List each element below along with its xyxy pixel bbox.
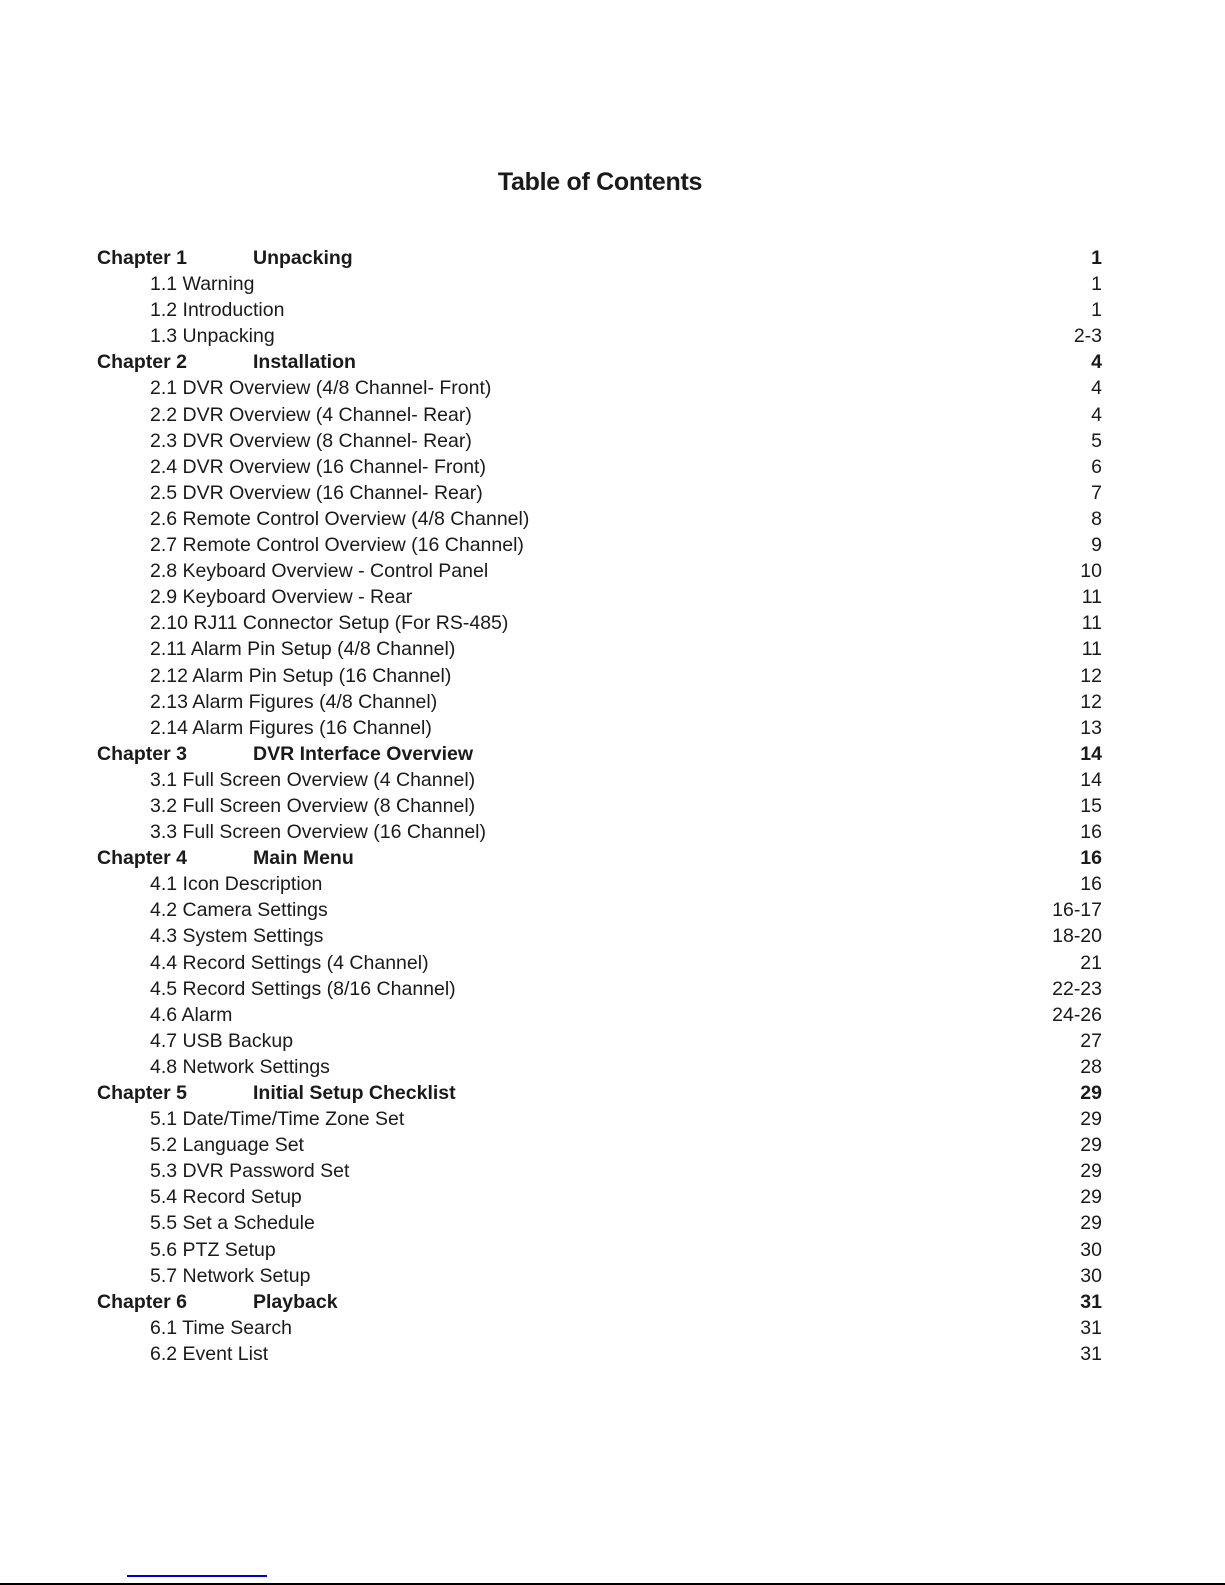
section-title: 1.2 Introduction	[150, 299, 285, 322]
section-page-number: 14	[1080, 768, 1102, 791]
section-title: 4.8 Network Settings	[150, 1055, 330, 1078]
toc-section-row[interactable]	[97, 923, 1102, 949]
section-page-number: 7	[1091, 481, 1102, 504]
section-page-number: 24-26	[1052, 1003, 1102, 1026]
section-page-number: 16	[1080, 821, 1102, 844]
toc-section-row[interactable]	[97, 480, 1102, 506]
toc-section-row[interactable]	[97, 1341, 1102, 1367]
chapter-label: Chapter 2	[97, 351, 187, 374]
section-title: 2.5 DVR Overview (16 Channel- Rear)	[150, 481, 483, 504]
section-title: 5.4 Record Setup	[150, 1186, 302, 1209]
section-page-number: 2-3	[1073, 325, 1102, 348]
toc-section-row[interactable]	[97, 767, 1102, 793]
section-title: 5.5 Set a Schedule	[150, 1212, 315, 1235]
section-title: 4.1 Icon Description	[150, 873, 323, 896]
toc-section-row[interactable]	[97, 871, 1102, 897]
toc-section-row[interactable]	[97, 271, 1102, 297]
section-title: 2.7 Remote Control Overview (16 Channel)	[150, 534, 524, 557]
section-title: 5.7 Network Setup	[150, 1264, 311, 1287]
toc-section-row[interactable]	[97, 793, 1102, 819]
section-page-number: 30	[1080, 1264, 1102, 1287]
section-title: 4.5 Record Settings (8/16 Channel)	[150, 977, 456, 1000]
section-page-number: 28	[1080, 1055, 1102, 1078]
section-title: 2.13 Alarm Figures (4/8 Channel)	[150, 690, 438, 713]
chapter-title: Unpacking	[253, 247, 353, 269]
section-page-number: 9	[1091, 534, 1102, 557]
chapter-label: Chapter 6	[97, 1290, 187, 1313]
toc-section-row[interactable]	[97, 1002, 1102, 1028]
chapter-label: Chapter 5	[97, 1082, 187, 1104]
section-page-number: 29	[1080, 1186, 1102, 1209]
section-title: 3.2 Full Screen Overview (8 Channel)	[150, 794, 476, 817]
section-title: 2.3 DVR Overview (8 Channel- Rear)	[150, 429, 472, 452]
chapter-page-number: 4	[1091, 351, 1102, 374]
toc-section-row[interactable]	[97, 819, 1102, 845]
section-title: 4.6 Alarm	[150, 1003, 233, 1026]
chapter-title: Installation	[253, 351, 356, 374]
section-page-number: 12	[1080, 664, 1102, 687]
chapter-page-number: 1	[1091, 247, 1102, 269]
section-page-number: 16	[1080, 873, 1102, 896]
chapter-page-number: 29	[1080, 1082, 1102, 1104]
section-page-number: 30	[1080, 1238, 1102, 1261]
toc-section-row[interactable]	[97, 584, 1102, 610]
section-title: 4.4 Record Settings (4 Channel)	[150, 951, 429, 974]
section-title: 1.1 Warning	[150, 273, 255, 296]
toc-section-row[interactable]	[97, 1210, 1102, 1236]
section-page-number: 27	[1080, 1029, 1102, 1052]
toc-section-row[interactable]	[97, 506, 1102, 532]
section-page-number: 8	[1091, 507, 1102, 530]
toc-section-row[interactable]	[97, 297, 1102, 323]
section-page-number: 16-17	[1052, 899, 1102, 922]
section-page-number: 22-23	[1052, 977, 1102, 1000]
section-page-number: 31	[1080, 1342, 1102, 1365]
section-title: 1.3 Unpacking	[150, 325, 275, 348]
toc-chapter-row[interactable]	[97, 1080, 1102, 1106]
toc-section-row[interactable]	[97, 636, 1102, 662]
section-title: 5.6 PTZ Setup	[150, 1238, 276, 1261]
toc-chapter-row[interactable]	[97, 245, 1102, 271]
section-title: 3.3 Full Screen Overview (16 Channel)	[150, 821, 486, 844]
toc-chapter-row[interactable]	[97, 1289, 1102, 1315]
section-title: 2.2 DVR Overview (4 Channel- Rear)	[150, 403, 472, 426]
section-title: 2.4 DVR Overview (16 Channel- Front)	[150, 455, 486, 478]
toc-section-row[interactable]	[97, 610, 1102, 636]
section-title: 5.2 Language Set	[150, 1134, 304, 1157]
toc-section-row[interactable]	[97, 1054, 1102, 1080]
section-title: 6.1 Time Search	[150, 1316, 292, 1339]
section-title: 4.7 USB Backup	[150, 1029, 294, 1052]
toc-section-row[interactable]	[97, 1028, 1102, 1054]
section-page-number: 4	[1091, 377, 1102, 400]
toc-section-row[interactable]	[97, 1106, 1102, 1132]
toc-section-row[interactable]	[97, 1237, 1102, 1263]
toc-section-row[interactable]	[97, 715, 1102, 741]
toc-section-row[interactable]	[97, 402, 1102, 428]
section-title: 2.8 Keyboard Overview - Control Panel	[150, 560, 489, 583]
section-title: 2.12 Alarm Pin Setup (16 Channel)	[150, 664, 452, 687]
toc-section-row[interactable]	[97, 558, 1102, 584]
section-page-number: 15	[1080, 794, 1102, 817]
toc-section-row[interactable]	[97, 663, 1102, 689]
link-underline[interactable]	[127, 1575, 267, 1577]
section-page-number: 29	[1080, 1108, 1102, 1131]
toc-section-row[interactable]	[97, 897, 1102, 923]
section-page-number: 29	[1080, 1134, 1102, 1157]
chapter-title: Playback	[253, 1290, 338, 1313]
section-title: 2.1 DVR Overview (4/8 Channel- Front)	[150, 377, 492, 400]
toc-section-row[interactable]	[97, 1132, 1102, 1158]
section-page-number: 1	[1091, 273, 1102, 296]
section-page-number: 21	[1080, 951, 1102, 974]
section-title: 5.1 Date/Time/Time Zone Set	[150, 1108, 405, 1131]
chapter-page-number: 16	[1080, 847, 1102, 870]
section-title: 4.2 Camera Settings	[150, 899, 328, 922]
section-title: 2.11 Alarm Pin Setup (4/8 Channel)	[150, 638, 456, 661]
page-title: Table of Contents	[497, 168, 703, 196]
section-page-number: 4	[1091, 403, 1102, 426]
toc-section-row[interactable]	[97, 1184, 1102, 1210]
toc-section-row[interactable]	[97, 1158, 1102, 1184]
toc-section-row[interactable]	[97, 532, 1102, 558]
section-title: 2.6 Remote Control Overview (4/8 Channel)	[150, 507, 530, 530]
chapter-label: Chapter 4	[97, 847, 187, 870]
chapter-page-number: 31	[1080, 1290, 1102, 1313]
section-page-number: 29	[1080, 1212, 1102, 1235]
toc-section-row[interactable]	[97, 976, 1102, 1002]
section-page-number: 11	[1081, 586, 1102, 609]
section-page-number: 13	[1080, 716, 1102, 739]
section-page-number: 1	[1091, 299, 1102, 322]
section-page-number: 10	[1080, 560, 1102, 583]
section-page-number: 18-20	[1052, 925, 1102, 948]
toc-chapter-row[interactable]	[97, 845, 1102, 871]
toc-chapter-row[interactable]	[97, 741, 1102, 767]
toc-section-row[interactable]	[97, 428, 1102, 454]
section-page-number: 29	[1080, 1160, 1102, 1183]
toc-section-row[interactable]	[97, 323, 1102, 349]
toc-chapter-row[interactable]	[97, 349, 1102, 375]
section-title: 5.3 DVR Password Set	[150, 1160, 350, 1183]
toc-section-row[interactable]	[97, 1315, 1102, 1341]
toc-section-row[interactable]	[97, 375, 1102, 401]
chapter-title: Initial Setup Checklist	[253, 1082, 456, 1104]
toc-section-row[interactable]	[97, 454, 1102, 480]
section-title: 4.3 System Settings	[150, 925, 324, 948]
section-page-number: 31	[1080, 1316, 1102, 1339]
chapter-label: Chapter 3	[97, 742, 187, 765]
table-of-contents	[97, 245, 1102, 1367]
section-page-number: 11	[1081, 638, 1102, 661]
section-page-number: 6	[1091, 455, 1102, 478]
section-page-number: 12	[1080, 690, 1102, 713]
section-title: 6.2 Event List	[150, 1342, 269, 1365]
section-title: 2.14 Alarm Figures (16 Channel)	[150, 716, 432, 739]
chapter-label: Chapter 1	[97, 247, 187, 269]
toc-section-row[interactable]	[97, 950, 1102, 976]
section-page-number: 11	[1081, 612, 1102, 635]
toc-section-row[interactable]	[97, 1263, 1102, 1289]
section-page-number: 5	[1091, 429, 1102, 452]
chapter-title: DVR Interface Overview	[253, 742, 474, 765]
toc-section-row[interactable]	[97, 689, 1102, 715]
section-title: 2.10 RJ11 Connector Setup (For RS-485)	[150, 612, 509, 635]
chapter-title: Main Menu	[253, 847, 354, 870]
section-title: 3.1 Full Screen Overview (4 Channel)	[150, 768, 476, 791]
chapter-page-number: 14	[1080, 742, 1102, 765]
section-title: 2.9 Keyboard Overview - Rear	[150, 586, 413, 609]
